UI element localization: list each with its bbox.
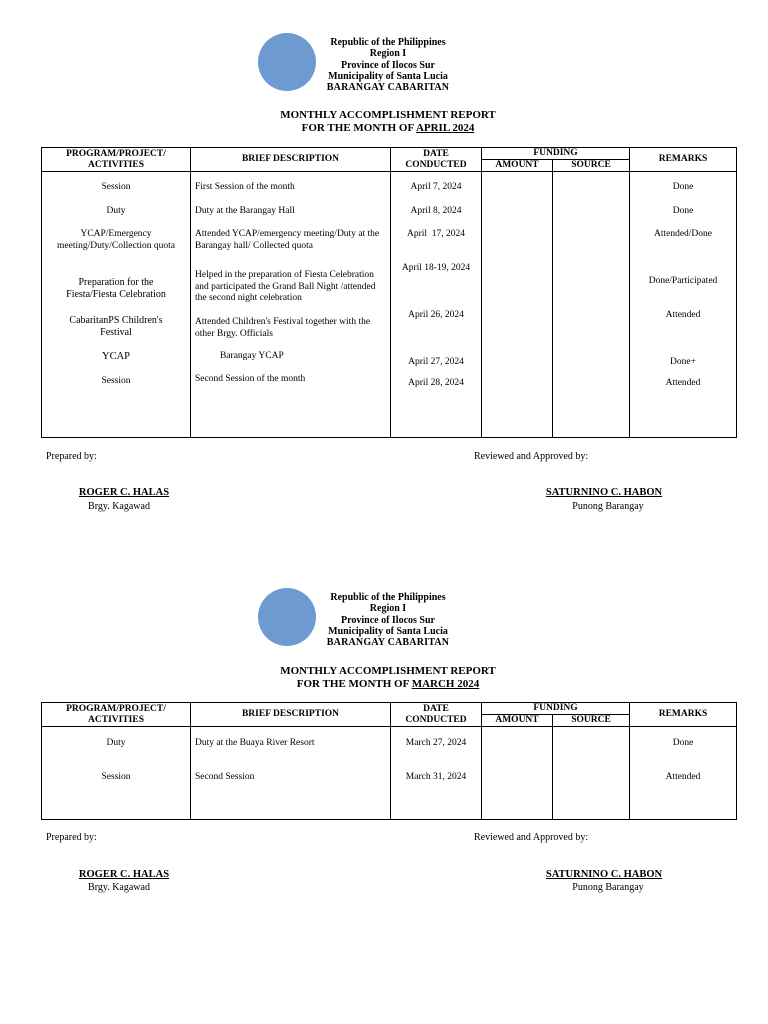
table-cell: April 28, 2024	[408, 378, 464, 388]
table-cell: Done/Participated	[648, 276, 718, 286]
table-cell: Done	[672, 182, 694, 192]
report-month-line	[0, 122, 768, 135]
report-month: MARCH 2024	[411, 677, 480, 690]
table-cell: Done+	[670, 357, 696, 367]
report-title	[0, 109, 768, 134]
month-prefix: FOR THE MONTH OF	[301, 121, 416, 134]
approver-name: SATURNINO C. HABON	[545, 487, 663, 498]
table-cell: Helped in the preparation of Fiesta Celebration and participated the Grand Ball Night /attended the second night celebration	[195, 270, 376, 303]
amount-column	[482, 727, 553, 820]
table-cell: Attended/Done	[653, 229, 713, 239]
table-cell: First Session of the month	[195, 182, 295, 192]
col-header-date: DATE CONDUCTED	[391, 703, 482, 727]
table-cell: Preparation for the Fiesta/Fiesta Celebration	[66, 277, 166, 300]
report-title	[0, 665, 768, 690]
table-cell: Attended	[665, 772, 701, 782]
table-cell: Second Session of the month	[195, 374, 306, 384]
col-header-description: BRIEF DESCRIPTION	[191, 148, 391, 172]
approved-by-label: Reviewed and Approved by:	[474, 832, 589, 843]
table-cell: Done	[672, 738, 694, 748]
table-cell: Session	[101, 376, 131, 386]
table-cell: April 18-19, 2024	[401, 263, 471, 273]
prepared-by-label: Prepared by:	[46, 451, 97, 462]
table-cell: Attended	[665, 310, 701, 320]
table-cell: Attended Children's Festival together with the other Brgy. Officials	[195, 317, 371, 339]
table-cell: Duty at the Barangay Hall	[195, 206, 295, 216]
table-cell: Duty at the Buaya River Resort	[195, 738, 315, 748]
col-header-program: PROGRAM/PROJECT/ ACTIVITIES	[42, 703, 191, 727]
report-month: APRIL 2024	[415, 121, 475, 134]
table-cell: April 17, 2024	[406, 229, 466, 239]
table-cell: CabaritanPS Children's Festival	[69, 315, 163, 338]
table-cell: Session	[101, 182, 131, 192]
letterhead-line: BARANGAY CABARITAN	[326, 637, 450, 649]
table-cell: April 7, 2024	[410, 182, 462, 192]
program-column	[42, 727, 191, 820]
letterhead-line: Municipality of Santa Lucia	[328, 625, 448, 637]
letterhead-line: BARANGAY CABARITAN	[326, 82, 450, 94]
col-header-source: SOURCE	[553, 160, 630, 172]
table-cell: March 31, 2024	[405, 772, 467, 782]
preparer-name: ROGER C. HALAS	[78, 869, 170, 880]
letterhead-line: Republic of the Philippines	[330, 592, 446, 603]
accomplishment-table	[41, 147, 737, 438]
date-column	[391, 727, 482, 820]
report-month-line	[0, 678, 768, 691]
table-cell: April 26, 2024	[408, 310, 464, 320]
table-cell: Barangay YCAP	[220, 351, 284, 361]
amount-column	[482, 172, 553, 438]
table-cell: Second Session	[195, 772, 255, 782]
description-column	[191, 172, 391, 438]
col-header-amount: AMOUNT	[482, 160, 553, 172]
preparer-role: Brgy. Kagawad	[88, 882, 150, 893]
table-cell: Session	[101, 772, 131, 782]
col-header-description: BRIEF DESCRIPTION	[191, 703, 391, 727]
approver-name: SATURNINO C. HABON	[545, 869, 663, 880]
table-cell: Attended	[665, 378, 701, 388]
preparer-role: Brgy. Kagawad	[88, 501, 150, 512]
letterhead-line: Region I	[369, 48, 407, 60]
date-column	[391, 172, 482, 438]
approver-role: Punong Barangay	[572, 501, 644, 512]
report-title-line: MONTHLY ACCOMPLISHMENT REPORT	[280, 665, 496, 677]
prepared-by-label: Prepared by:	[46, 832, 97, 843]
table-cell: YCAP	[101, 351, 130, 362]
col-header-funding: FUNDING	[482, 703, 630, 715]
approver-role: Punong Barangay	[572, 882, 644, 893]
letterhead-line: Province of Ilocos Sur	[341, 614, 435, 626]
table-cell: Duty	[106, 738, 126, 748]
program-column	[42, 172, 191, 438]
accomplishment-table	[41, 702, 737, 820]
remarks-column	[630, 172, 737, 438]
table-cell: April 27, 2024	[408, 357, 464, 367]
month-prefix: FOR THE MONTH OF	[296, 677, 412, 690]
table-cell: YCAP/Emergency meeting/Duty/Collection quota	[57, 229, 175, 251]
letterhead-line: Province of Ilocos Sur	[341, 59, 435, 71]
col-header-source: SOURCE	[553, 715, 630, 727]
col-header-program: PROGRAM/PROJECT/ ACTIVITIES	[42, 148, 191, 172]
col-header-funding: FUNDING	[482, 148, 630, 160]
col-header-amount: AMOUNT	[482, 715, 553, 727]
col-header-date: DATE CONDUCTED	[391, 148, 482, 172]
table-cell: Done	[672, 206, 694, 216]
table-cell: March 27, 2024	[405, 738, 467, 748]
table-cell: April 8, 2024	[410, 206, 462, 216]
source-column	[553, 172, 630, 438]
remarks-column	[630, 727, 737, 820]
table-cell: Attended YCAP/emergency meeting/Duty at the Barangay hall/ Collected quota	[195, 229, 380, 251]
preparer-name: ROGER C. HALAS	[78, 487, 170, 498]
table-cell: Duty	[106, 206, 126, 216]
letterhead-line: Republic of the Philippines	[330, 37, 446, 48]
col-header-remarks: REMARKS	[630, 703, 737, 727]
letterhead	[300, 592, 476, 648]
description-column	[191, 727, 391, 820]
letterhead	[300, 37, 476, 93]
approved-by-label: Reviewed and Approved by:	[474, 451, 589, 462]
letterhead-line: Municipality of Santa Lucia	[328, 70, 448, 82]
source-column	[553, 727, 630, 820]
letterhead-line: Region I	[369, 603, 407, 615]
col-header-remarks: REMARKS	[630, 148, 737, 172]
report-title-line: MONTHLY ACCOMPLISHMENT REPORT	[280, 109, 496, 121]
